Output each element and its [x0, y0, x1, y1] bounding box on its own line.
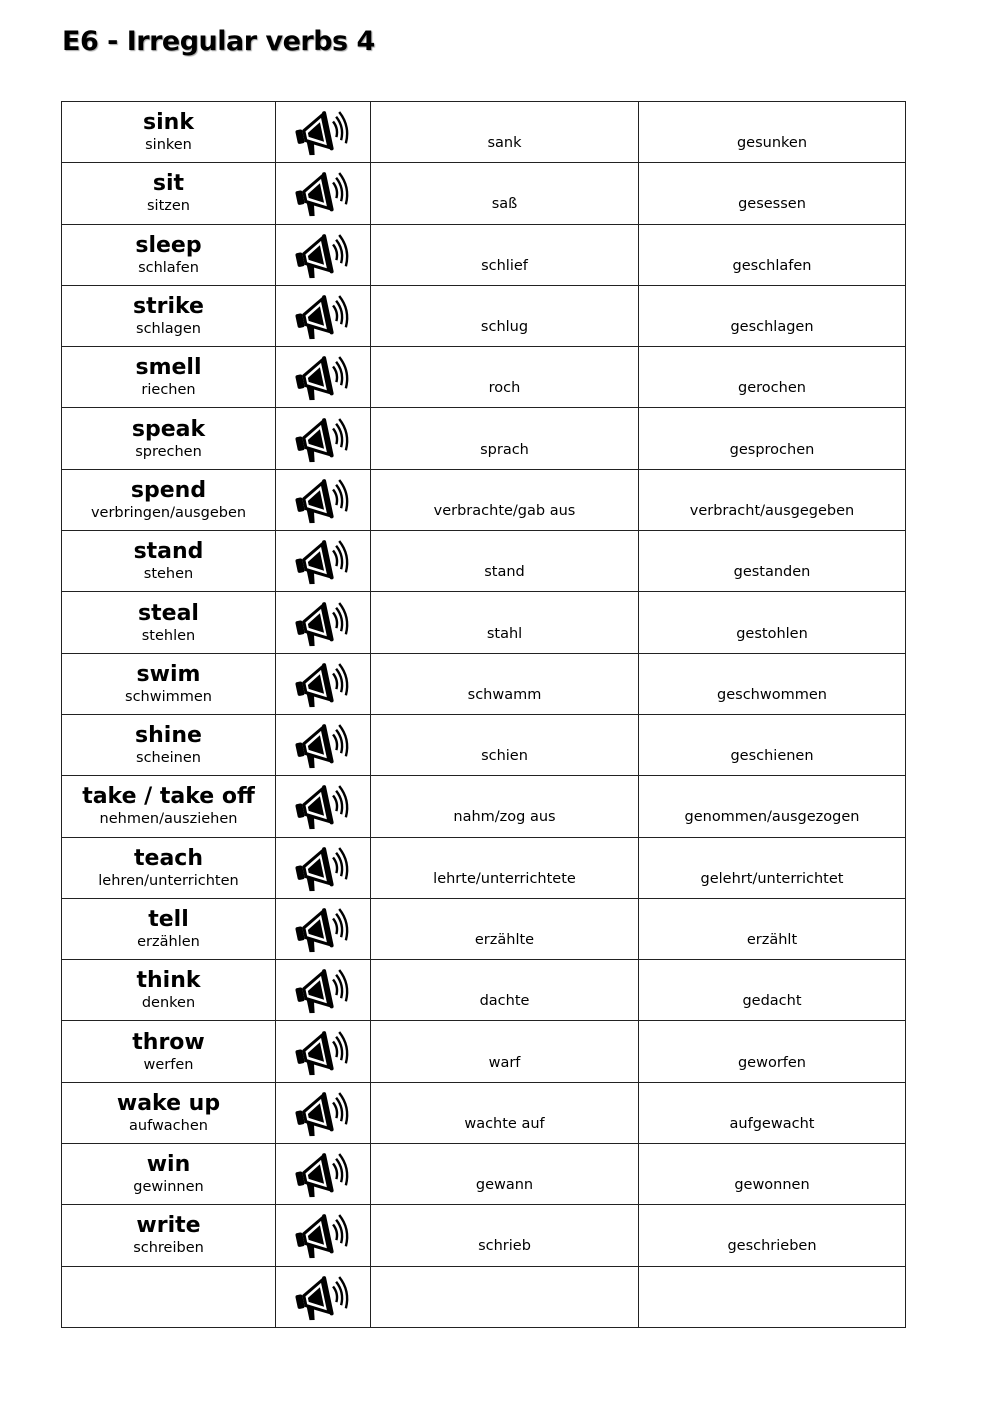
table-row [62, 837, 906, 898]
verb-past-participle: erzählt [746, 932, 798, 948]
verb-past-simple: dachte [479, 993, 530, 1010]
verb-past-simple [371, 1286, 638, 1308]
past-simple-cell [371, 1082, 639, 1143]
verb-german: riechen [141, 382, 196, 399]
megaphone-icon[interactable] [276, 1210, 370, 1260]
verb-cell [62, 714, 276, 775]
megaphone-icon[interactable] [276, 414, 370, 464]
verb-cell [62, 1266, 276, 1327]
megaphone-icon[interactable] [276, 659, 370, 709]
verb-german: schwimmen [125, 688, 212, 705]
play-audio-button[interactable] [276, 469, 371, 530]
verb-infinitive: stand [133, 539, 204, 565]
verb-past-participle: geschlagen [730, 319, 814, 336]
verb-past-simple: wachte auf [464, 1115, 545, 1132]
table-row [62, 1144, 906, 1205]
play-audio-button[interactable] [276, 347, 371, 408]
verb-past-participle: geworfen [737, 1054, 807, 1071]
table-row [62, 1082, 906, 1143]
verb-past-participle: genommen/ausgezogen [684, 809, 860, 826]
play-audio-button[interactable] [276, 1082, 371, 1143]
verb-cell [62, 102, 276, 163]
verb-past-simple: schien [481, 748, 528, 765]
past-participle-cell [639, 1021, 906, 1082]
verb-german: erzählen [137, 934, 200, 950]
play-audio-button[interactable] [276, 898, 371, 959]
verb-german: stehen [143, 566, 194, 583]
verb-german: sinken [145, 137, 192, 154]
verb-past-participle: gesessen [738, 196, 806, 213]
table-row [62, 592, 906, 653]
table-row [62, 285, 906, 346]
verb-infinitive: think [136, 968, 201, 994]
verb-past-simple: warf [488, 1054, 521, 1071]
verb-past-simple: nahm/zog aus [453, 809, 556, 826]
table-row [62, 224, 906, 285]
past-participle-cell [639, 714, 906, 775]
past-participle-cell [639, 163, 906, 224]
verb-past-participle: gestanden [733, 564, 811, 581]
past-participle-cell [639, 408, 906, 469]
play-audio-button[interactable] [276, 1021, 371, 1082]
past-participle-cell [639, 1144, 906, 1205]
table-row [62, 163, 906, 224]
megaphone-icon[interactable] [276, 598, 370, 648]
past-simple-cell [371, 776, 639, 837]
verb-past-simple: gewann [475, 1177, 534, 1194]
verbs-table [61, 101, 906, 1328]
verb-past-simple: sank [487, 135, 522, 152]
megaphone-icon[interactable] [276, 720, 370, 770]
play-audio-button[interactable] [276, 408, 371, 469]
verb-cell [62, 1205, 276, 1266]
verb-past-participle: aufgewacht [729, 1115, 815, 1132]
verb-past-simple: roch [488, 380, 521, 397]
past-participle-cell [639, 1082, 906, 1143]
verb-cell [62, 776, 276, 837]
play-audio-button[interactable] [276, 163, 371, 224]
verb-infinitive: sleep [135, 232, 202, 258]
verb-infinitive: take / take off [82, 784, 255, 810]
megaphone-icon[interactable] [276, 1272, 370, 1322]
verb-infinitive: win [146, 1152, 191, 1178]
verb-past-simple: erzählte [474, 932, 535, 948]
verb-infinitive: teach [134, 845, 203, 871]
megaphone-icon[interactable] [276, 352, 370, 402]
verb-past-simple: schlief [481, 257, 528, 274]
verb-past-participle: gewonnen [734, 1177, 810, 1194]
verb-past-participle: gesunken [736, 135, 808, 152]
table-row [62, 1021, 906, 1082]
megaphone-icon[interactable] [276, 1088, 370, 1138]
verb-past-simple: stahl [486, 625, 523, 642]
past-simple-cell [371, 960, 639, 1021]
table-row [62, 653, 906, 714]
table-row [62, 898, 906, 959]
play-audio-button[interactable] [276, 592, 371, 653]
verb-past-participle: gelehrt/unterrichtet [700, 870, 844, 887]
verb-cell [62, 408, 276, 469]
past-simple-cell [371, 653, 639, 714]
verb-cell [62, 1021, 276, 1082]
play-audio-button[interactable] [276, 714, 371, 775]
past-participle-cell [639, 1266, 906, 1327]
verb-past-simple: schlug [480, 319, 529, 336]
table-row [62, 714, 906, 775]
past-simple-cell [371, 1266, 639, 1327]
past-participle-cell [639, 1205, 906, 1266]
past-simple-cell [371, 224, 639, 285]
verb-past-participle: geschlafen [732, 257, 812, 274]
megaphone-icon[interactable] [276, 1027, 370, 1077]
table-row [62, 347, 906, 408]
verb-infinitive: steal [138, 600, 199, 626]
megaphone-icon[interactable] [276, 843, 370, 893]
verb-past-simple: schrieb [478, 1238, 531, 1255]
verb-past-participle: gestohlen [736, 625, 808, 642]
past-simple-cell [371, 469, 639, 530]
past-participle-cell [639, 224, 906, 285]
verb-german: schlagen [136, 321, 201, 338]
play-audio-button[interactable] [276, 1205, 371, 1266]
past-participle-cell [639, 837, 906, 898]
past-participle-cell [639, 960, 906, 1021]
past-simple-cell [371, 1021, 639, 1082]
megaphone-icon[interactable] [276, 1149, 370, 1199]
verb-infinitive: tell [148, 907, 189, 932]
verb-cell [62, 837, 276, 898]
past-participle-cell [639, 102, 906, 163]
play-audio-button[interactable] [276, 1266, 371, 1327]
past-simple-cell [371, 714, 639, 775]
past-simple-cell [371, 285, 639, 346]
verb-infinitive: strike [133, 294, 204, 320]
verb-cell [62, 347, 276, 408]
table-row [62, 531, 906, 592]
table-row [62, 408, 906, 469]
table-row [62, 469, 906, 530]
verb-past-participle: gerochen [738, 380, 806, 397]
verb-infinitive: swim [136, 661, 201, 687]
past-participle-cell [639, 776, 906, 837]
past-simple-cell [371, 1144, 639, 1205]
verb-past-simple: lehrte/unterrichtete [433, 870, 576, 887]
table-row [62, 776, 906, 837]
verb-german: schlafen [138, 259, 199, 276]
verb-past-simple: schwamm [467, 686, 542, 703]
verb-past-participle: geschienen [730, 748, 814, 765]
play-audio-button[interactable] [276, 224, 371, 285]
verb-past-simple: sprach [480, 441, 529, 458]
verb-infinitive: sit [152, 171, 185, 197]
verb-infinitive: wake up [116, 1090, 221, 1116]
past-simple-cell [371, 531, 639, 592]
megaphone-icon[interactable] [276, 781, 370, 831]
verb-infinitive: throw [132, 1029, 205, 1055]
verb-infinitive: smell [135, 355, 202, 381]
play-audio-button[interactable] [276, 285, 371, 346]
past-simple-cell [371, 347, 639, 408]
past-simple-cell [371, 102, 639, 163]
megaphone-icon[interactable] [276, 230, 370, 280]
table-row [62, 960, 906, 1021]
table-row [62, 1205, 906, 1266]
verb-infinitive: spend [130, 477, 207, 503]
past-simple-cell [371, 163, 639, 224]
play-audio-button[interactable] [276, 776, 371, 837]
verb-german: nehmen/ausziehen [99, 811, 238, 828]
megaphone-icon[interactable] [276, 475, 370, 525]
verb-past-participle: geschwommen [717, 686, 827, 703]
verb-german: scheinen [136, 750, 201, 767]
past-simple-cell [371, 898, 639, 959]
play-audio-button[interactable] [276, 102, 371, 163]
past-simple-cell [371, 592, 639, 653]
verb-cell [62, 469, 276, 530]
verb-cell [62, 898, 276, 959]
verb-german: sitzen [147, 198, 190, 215]
verb-cell [62, 163, 276, 224]
megaphone-icon[interactable] [276, 536, 370, 586]
verb-cell [62, 285, 276, 346]
table-row [62, 1266, 906, 1327]
megaphone-icon[interactable] [276, 107, 370, 157]
table-row [62, 102, 906, 163]
past-participle-cell [639, 347, 906, 408]
past-participle-cell [639, 592, 906, 653]
verb-german: sprechen [135, 443, 202, 460]
megaphone-icon[interactable] [276, 168, 370, 218]
past-participle-cell [639, 531, 906, 592]
verb-past-participle: gedacht [742, 993, 802, 1010]
verb-infinitive: write [136, 1213, 201, 1239]
past-simple-cell [371, 408, 639, 469]
verb-german: lehren/unterrichten [98, 872, 239, 889]
verb-past-participle: geschrieben [727, 1238, 817, 1255]
verb-cell [62, 224, 276, 285]
verb-cell [62, 653, 276, 714]
verb-german: schreiben [133, 1240, 204, 1257]
megaphone-icon[interactable] [276, 904, 370, 954]
verb-cell [62, 1082, 276, 1143]
verb-german: werfen [143, 1056, 194, 1073]
play-audio-button[interactable] [276, 960, 371, 1021]
verb-infinitive: sink [143, 110, 194, 136]
verb-past-simple: saß [491, 196, 518, 213]
verb-past-simple: stand [484, 564, 525, 581]
verb-past-simple: verbrachte/gab aus [433, 502, 576, 519]
verb-german: gewinnen [133, 1179, 204, 1196]
past-participle-cell [639, 469, 906, 530]
verb-cell [62, 531, 276, 592]
past-simple-cell [371, 1205, 639, 1266]
play-audio-button[interactable] [276, 1144, 371, 1205]
verb-german: stehlen [141, 627, 196, 644]
verb-infinitive: shine [135, 723, 202, 749]
play-audio-button[interactable] [276, 531, 371, 592]
past-participle-cell [639, 285, 906, 346]
verb-infinitive: speak [131, 416, 206, 442]
verb-german: verbringen/ausgeben [90, 504, 247, 521]
verb-german: aufwachen [129, 1117, 208, 1134]
verb-past-participle: gesprochen [729, 441, 815, 458]
verb-cell [62, 960, 276, 1021]
play-audio-button[interactable] [276, 837, 371, 898]
page-title: E6 - Irregular verbs 4 [62, 26, 375, 57]
verb-past-participle: verbracht/ausgegeben [689, 502, 855, 519]
verb-german: denken [141, 995, 196, 1012]
verb-cell [62, 1144, 276, 1205]
past-participle-cell [639, 653, 906, 714]
past-simple-cell [371, 837, 639, 898]
megaphone-icon[interactable] [276, 291, 370, 341]
verb-cell [62, 592, 276, 653]
megaphone-icon[interactable] [276, 965, 370, 1015]
play-audio-button[interactable] [276, 653, 371, 714]
verb-past-participle [639, 1286, 905, 1308]
past-participle-cell [639, 898, 906, 959]
